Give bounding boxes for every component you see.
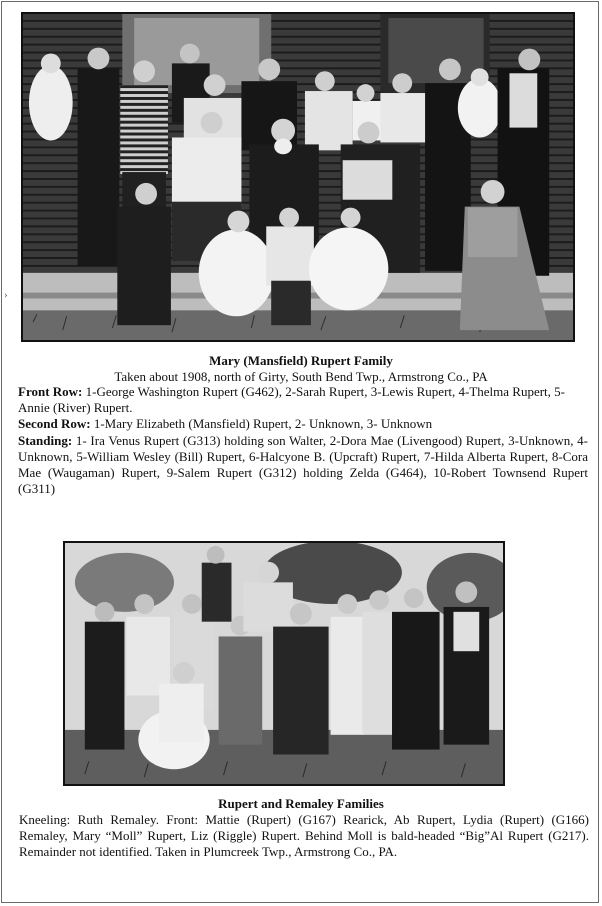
standing-text: 1- Ira Venus Rupert (G313) holding son Walter, 2-Dora Mae (Livengood) Rupert, 3-Unknown, 4-Unknown, 5-William Wesley (Bill) Rupert, 6-Halcyone B. (Upcraft) Rupert, 7-Hilda Alberta Rupert, 8-Cora Mae (Waugaman) Rupert, 9-Salem Rupert (G312) holding Zelda (G464), 10-Robert Townsend Rupert (G311)	[18, 432, 588, 497]
front-row-label: Front Row:	[18, 384, 83, 399]
photo1-caption	[18, 384, 588, 497]
photo1-title: Mary (Mansfield) Rupert Family	[209, 353, 393, 368]
second-row-label: Second Row:	[18, 416, 91, 432]
family-photo-rupert	[21, 12, 575, 342]
second-row-text: 1-Mary Elizabeth (Mansfield) Rupert, 2- Unknown, 3- Unknown	[93, 416, 433, 432]
photo2-caption: Kneeling: Ruth Remaley. Front: Mattie (Rupert) (G167) Rearick, Ab Rupert, Lydia (Rupert) (G166) Remaley, Mary “Moll” Rupert, Liz (Riggle) Rupert. Behind Moll is bald-headed “Big”Al Rupert (G217). Remainder not identified. Taken in Plumcreek Twp., Armstrong Co., PA.	[19, 812, 589, 860]
standing-label: Standing:	[18, 432, 73, 448]
family-photo-rupert-remaley	[63, 541, 505, 786]
photo2-title: Rupert and Remaley Families	[218, 796, 384, 811]
photo1-subtitle: Taken about 1908, north of Girty, South Bend Twp., Armstrong Co., PA	[114, 369, 488, 384]
front-row-paragraph	[18, 384, 588, 416]
scan-artifact: ›	[4, 289, 8, 301]
standing-paragraph	[18, 433, 588, 498]
second-row-paragraph	[18, 416, 588, 432]
front-row-text: 1-George Washington Rupert (G462), 2-Sarah Rupert, 3-Lewis Rupert, 4-Thelma Rupert, 5-Annie (River) Rupert.	[18, 384, 566, 416]
